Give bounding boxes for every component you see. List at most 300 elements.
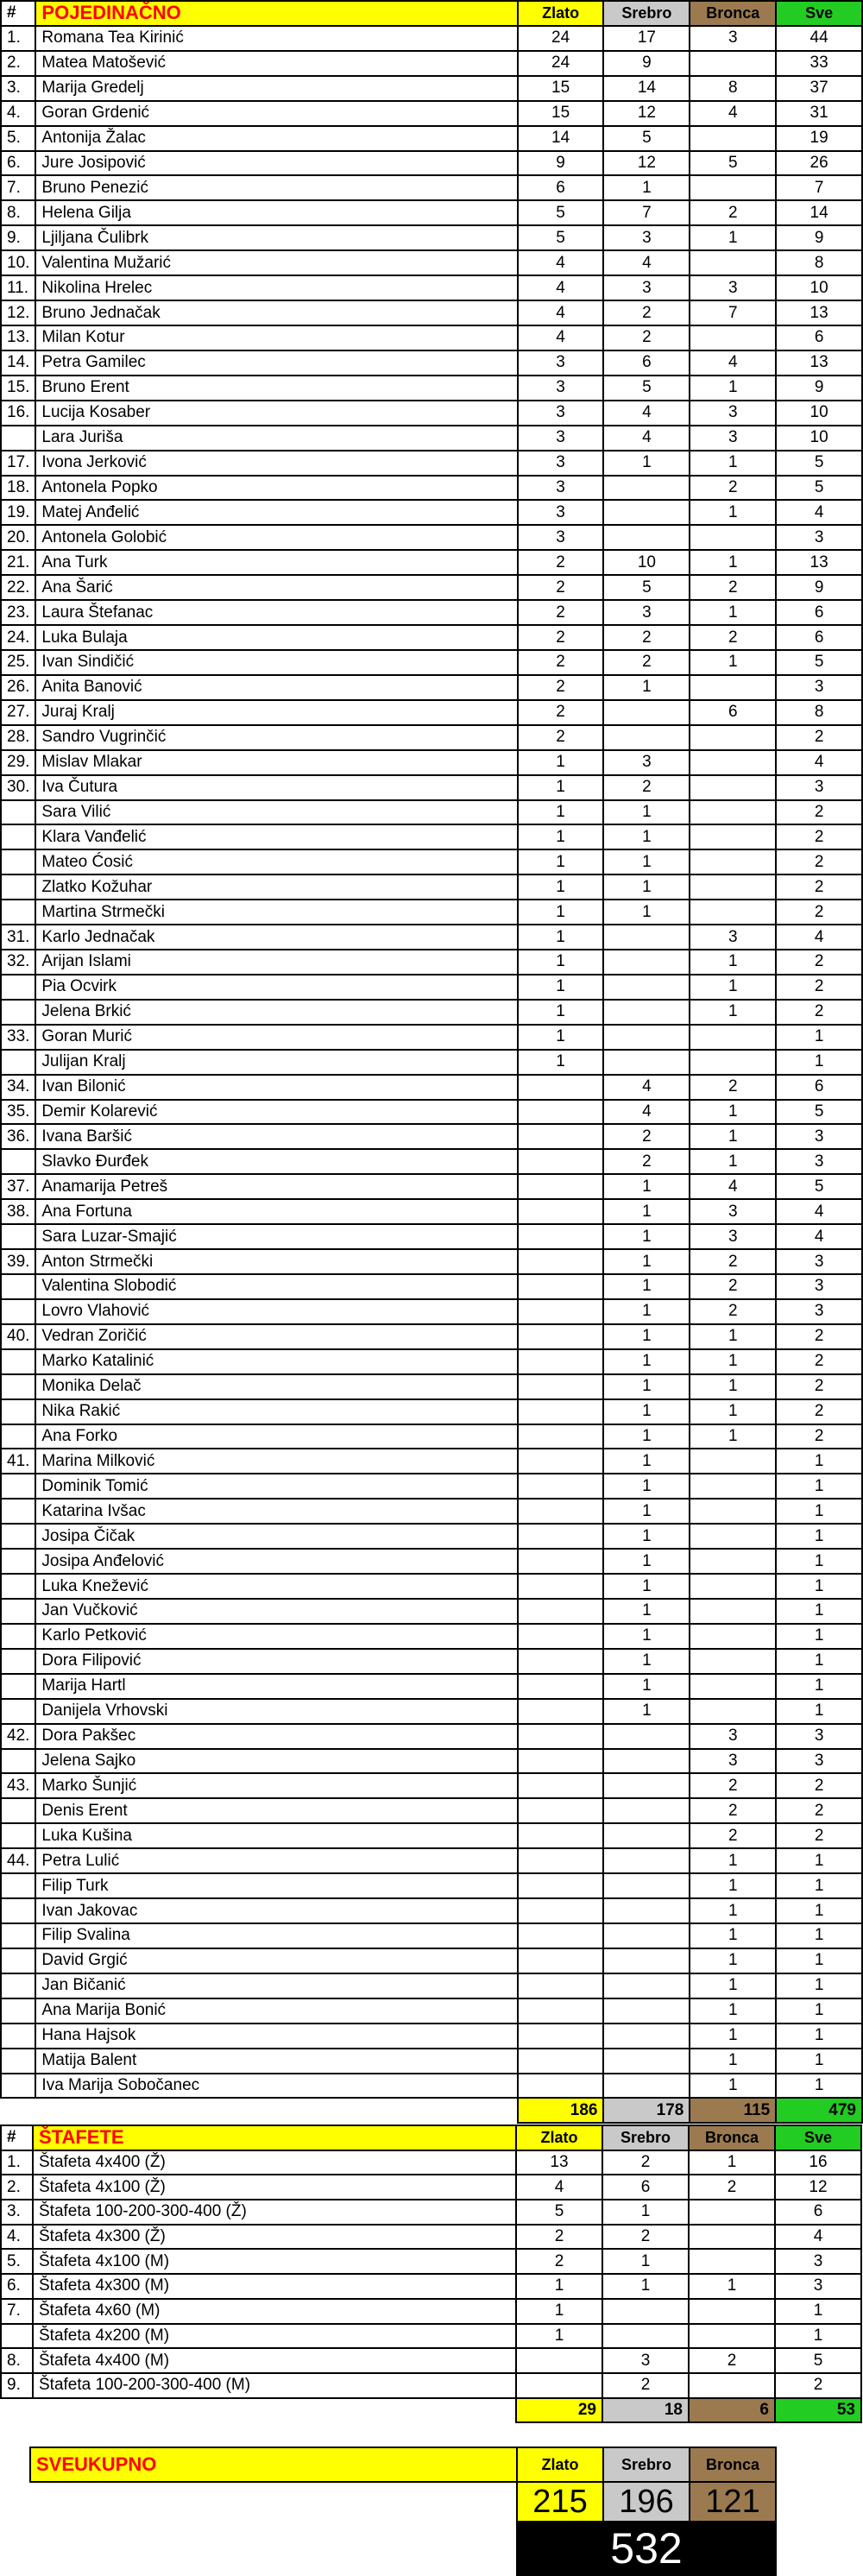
name-cell: Lovro Vlahović [35,1299,517,1324]
gold-cell [518,1499,604,1524]
total-cell: 2 [776,1399,862,1424]
gold-cell: 2 [518,700,604,725]
gold-cell: 5 [516,2200,602,2225]
gold-cell [518,1324,604,1349]
total-cell: 1 [776,1898,862,1923]
rank-cell: 9. [1,2373,33,2398]
bronze-cell: 4 [690,350,776,376]
bronze-cell: 2 [690,200,776,225]
table-row [1,1749,862,1774]
rank-cell [1,1923,35,1948]
table-row [1,725,862,750]
rank-cell: 43. [1,1773,35,1798]
overall-spacer [30,2482,517,2522]
name-cell: Štafeta 4x200 (M) [33,2324,516,2349]
overall-total-value: 532 [517,2522,776,2575]
gold-cell: 2 [516,2225,602,2250]
silver-cell: 2 [603,1124,690,1149]
bronze-cell: 1 [690,1923,776,1948]
bronze-cell [689,2225,775,2250]
rank-cell [1,2074,35,2099]
bronze-cell [690,1549,776,1574]
overall-bronze-value: 121 [690,2482,776,2522]
gold-cell: 9 [518,151,604,176]
table-row [1,275,862,300]
total-cell: 1 [776,1499,862,1524]
gold-cell [518,1549,604,1574]
rank-cell [1,2324,33,2349]
name-cell: Ivana Baršić [35,1124,517,1149]
gold-cell: 1 [518,800,604,825]
silver-cell [603,500,690,525]
total-cell: 6 [775,2200,861,2225]
table-row [1,376,862,401]
rank-cell: 2. [1,2175,33,2200]
bronze-cell: 1 [690,1873,776,1898]
bronze-cell: 2 [690,1823,776,1848]
name-cell: Iva Čutura [35,775,517,800]
bronze-cell: 1 [690,1998,776,2024]
name-cell: Denis Erent [35,1798,517,1823]
totals-spacer [1,2398,33,2423]
rank-cell [1,1749,35,1774]
silver-cell [602,2299,689,2324]
rank-cell: 44. [1,1848,35,1873]
silver-cell [602,2324,689,2349]
table-row [1,2074,862,2099]
bronze-cell [690,900,776,925]
name-cell: Štafeta 4x100 (Ž) [33,2175,516,2200]
rank-cell [1,1599,35,1624]
rank-cell: 6. [1,151,35,176]
gold-cell: 4 [518,325,604,350]
bronze-cell [690,675,776,700]
silver-cell: 1 [603,1174,690,1199]
gold-cell [518,1075,604,1100]
bronze-cell: 1 [690,451,776,476]
table-row [1,874,862,900]
total-cell: 10 [776,401,862,426]
name-cell: Lucija Kosaber [35,401,517,426]
rank-cell: 27. [1,700,35,725]
silver-cell: 6 [603,350,690,376]
total-cell: 2 [776,900,862,925]
bronze-cell: 1 [690,1000,776,1025]
gold-cell: 4 [516,2175,602,2200]
rank-cell: 30. [1,775,35,800]
name-cell: Pia Ocvirk [35,975,517,1000]
total-cell: 33 [776,51,862,76]
name-cell: Dominik Tomić [35,1474,517,1499]
table-row [1,775,862,800]
silver-total: 18 [602,2398,689,2423]
table-row [1,151,862,176]
name-cell: Petra Lulić [35,1848,517,1873]
overall-values-row [30,2482,776,2522]
bronze-cell [690,1499,776,1524]
rank-cell [1,1274,35,1299]
bronze-total: 115 [690,2098,776,2123]
name-cell: Bruno Jednačak [35,300,517,325]
table-row [1,2274,861,2299]
table-row [1,700,862,725]
silver-cell [603,1823,690,1848]
bronze-cell: 1 [690,376,776,401]
name-cell: Ana Fortuna [35,1199,517,1224]
gold-cell [518,1199,604,1224]
name-cell: Luka Knežević [35,1574,517,1599]
gold-cell: 2 [518,725,604,750]
gold-cell [518,1424,604,1449]
silver-cell: 1 [603,1249,690,1274]
name-cell: Milan Kotur [35,325,517,350]
gold-cell: 2 [518,575,604,600]
name-cell: Julijan Kralj [35,1050,517,1075]
name-cell: Mislav Mlakar [35,750,517,775]
bronze-cell: 8 [690,76,776,101]
rank-cell: 41. [1,1449,35,1474]
bronze-cell: 1 [690,2074,776,2099]
silver-cell: 1 [603,900,690,925]
silver-cell: 1 [603,1224,690,1249]
total-cell: 1 [776,1649,862,1674]
overall-header-row [30,2447,776,2482]
gold-cell: 1 [518,874,604,900]
bronze-cell [690,849,776,874]
silver-cell: 1 [603,1274,690,1299]
rank-cell: 19. [1,500,35,525]
silver-cell [603,1923,690,1948]
total-cell: 1 [776,1599,862,1624]
name-cell: Sara Vilić [35,800,517,825]
table-row [1,2175,861,2200]
silver-cell: 1 [603,849,690,874]
total-cell: 4 [776,750,862,775]
gold-cell [518,1449,604,1474]
total-cell: 2 [776,1798,862,1823]
total-cell: 2 [776,975,862,1000]
rank-cell [1,1050,35,1075]
table-row [1,225,862,250]
total-cell: 1 [776,1973,862,1998]
gold-cell: 3 [518,350,604,376]
table-row [1,525,862,550]
total-cell: 19 [776,126,862,151]
individual-header-row [1,1,862,26]
total-cell: 2 [775,2373,861,2398]
total-cell: 4 [776,1199,862,1224]
table-row [1,1349,862,1374]
rank-cell: 24. [1,625,35,650]
total-cell: 5 [776,1100,862,1125]
name-cell: Marko Šunjić [35,1773,517,1798]
name-cell: Monika Delač [35,1374,517,1399]
bronze-cell: 4 [690,101,776,126]
total-cell: 2 [776,849,862,874]
gold-total: 29 [516,2398,602,2423]
gold-cell [518,2049,604,2074]
bronze-cell [690,1474,776,1499]
silver-cell [603,1873,690,1898]
name-cell: Laura Štefanac [35,600,517,625]
bronze-cell [690,1674,776,1699]
bronze-cell: 2 [690,1274,776,1299]
total-cell: 8 [776,250,862,275]
rank-cell: 4. [1,101,35,126]
rank-cell: 3. [1,2200,33,2225]
bronze-cell: 2 [690,1249,776,1274]
gold-cell [518,1998,604,2024]
name-cell: Vedran Zoričić [35,1324,517,1349]
gold-cell: 1 [518,849,604,874]
rank-cell: 8. [1,200,35,225]
gold-cell [518,1524,604,1549]
name-cell: Ivan Jakovac [35,1898,517,1923]
rank-cell: 10. [1,250,35,275]
name-cell: Klara Vanđelić [35,824,517,849]
name-cell: Filip Svalina [35,1923,517,1948]
silver-header: Srebro [602,2125,689,2150]
rank-cell: 13. [1,325,35,350]
rank-cell: 23. [1,600,35,625]
gold-cell: 1 [518,975,604,1000]
total-cell: 3 [776,1299,862,1324]
total-cell: 5 [776,1174,862,1199]
bronze-cell [689,2249,775,2274]
total-cell: 1 [776,1025,862,1050]
total-cell: 5 [776,650,862,675]
rank-cell: 29. [1,750,35,775]
table-row [1,1174,862,1199]
name-cell: Nika Rakić [35,1399,517,1424]
gold-cell [518,1798,604,1823]
silver-cell [603,1948,690,1973]
rank-cell [1,1574,35,1599]
rank-cell: 39. [1,1249,35,1274]
rank-cell: 1. [1,26,35,51]
name-cell: Anamarija Petreš [35,1174,517,1199]
total-cell: 1 [776,2074,862,2099]
bronze-header: Bronca [689,2125,775,2150]
total-cell: 1 [776,1923,862,1948]
silver-cell: 1 [603,1374,690,1399]
table-row [1,1000,862,1025]
total-cell: 2 [776,874,862,900]
bronze-cell [690,1599,776,1624]
table-row [1,1274,862,1299]
bronze-cell: 2 [690,575,776,600]
gold-cell [518,1349,604,1374]
table-row [1,2373,861,2398]
total-cell: 3 [776,1724,862,1749]
bronze-cell: 1 [690,1898,776,1923]
table-row [1,925,862,950]
gold-cell: 3 [518,451,604,476]
silver-cell [603,925,690,950]
table-row [1,675,862,700]
total-cell: 3 [776,1124,862,1149]
table-row [1,2225,861,2250]
total-cell: 10 [776,275,862,300]
bronze-cell [690,126,776,151]
total-cell: 2 [776,1823,862,1848]
table-row [1,1149,862,1174]
gold-header: Zlato [518,1,604,26]
table-row [1,2324,861,2349]
table-row [1,1549,862,1574]
bronze-cell: 1 [689,2150,775,2175]
bronze-cell: 1 [690,1324,776,1349]
silver-cell: 17 [603,26,690,51]
gold-cell [518,1574,604,1599]
name-cell: Hana Hajsok [35,2024,517,2049]
rank-cell: 26. [1,675,35,700]
bronze-total: 6 [689,2398,775,2423]
bronze-cell: 2 [690,1773,776,1798]
total-cell: 1 [776,1699,862,1724]
name-cell: Antonija Žalac [35,126,517,151]
total-cell: 12 [775,2175,861,2200]
total-cell: 7 [776,175,862,200]
bronze-cell: 3 [690,426,776,451]
gold-cell [516,2348,602,2373]
rank-cell [1,900,35,925]
bronze-cell: 1 [690,2024,776,2049]
table-row [1,175,862,200]
table-row [1,824,862,849]
bronze-cell: 2 [690,625,776,650]
rank-cell [1,2024,35,2049]
rank-cell: 6. [1,2274,33,2299]
rank-cell: 4. [1,2225,33,2250]
table-row [1,2150,861,2175]
gold-cell [518,1724,604,1749]
bronze-cell: 1 [690,1374,776,1399]
total-cell: 6 [776,325,862,350]
table-row [1,1699,862,1724]
gold-cell [518,1100,604,1125]
total-cell: 1 [776,1549,862,1574]
rank-cell: 22. [1,575,35,600]
name-cell: Filip Turk [35,1873,517,1898]
gold-cell: 6 [518,175,604,200]
total-cell: 3 [776,675,862,700]
bronze-cell: 1 [690,1349,776,1374]
table-row [1,1249,862,1274]
total-cell: 44 [776,26,862,51]
total-cell: 1 [776,1998,862,2024]
silver-cell [603,2074,690,2099]
table-row [1,1649,862,1674]
rank-cell [1,1699,35,1724]
silver-cell: 1 [603,1499,690,1524]
gold-cell [518,2024,604,2049]
name-cell: Petra Gamilec [35,350,517,376]
rank-cell: 2. [1,51,35,76]
table-row [1,300,862,325]
bronze-cell [690,250,776,275]
silver-cell: 1 [603,874,690,900]
rank-cell [1,1499,35,1524]
name-cell: Juraj Kralj [35,700,517,725]
name-cell: Ljiljana Čulibrk [35,225,517,250]
total-cell: 2 [776,950,862,975]
silver-cell: 1 [603,175,690,200]
total-cell: 1 [776,2049,862,2074]
name-cell: Ivan Sindičić [35,650,517,675]
silver-cell: 3 [603,225,690,250]
total-cell: 1 [775,2299,861,2324]
table-row [1,126,862,151]
table-row [1,1599,862,1624]
gold-cell: 13 [516,2150,602,2175]
table-row [1,426,862,451]
total-cell: 3 [775,2249,861,2274]
table-row [1,2200,861,2225]
total-cell: 3 [775,2274,861,2299]
bronze-cell: 3 [690,1749,776,1774]
gold-cell [518,1299,604,1324]
silver-cell [603,725,690,750]
bronze-cell [690,1624,776,1649]
rank-cell [1,1823,35,1848]
silver-cell: 2 [603,775,690,800]
bronze-cell [690,1699,776,1724]
name-cell: Marija Gredelj [35,76,517,101]
name-cell: Dora Filipović [35,1649,517,1674]
gold-cell: 2 [518,600,604,625]
name-cell: Slavko Đurđek [35,1149,517,1174]
name-cell: Josipa Anđelović [35,1549,517,1574]
rank-cell [1,1374,35,1399]
name-cell: Luka Kušina [35,1823,517,1848]
bronze-cell: 1 [689,2274,775,2299]
silver-cell: 1 [602,2274,689,2299]
table-row [1,900,862,925]
silver-cell: 4 [603,401,690,426]
table-row [1,950,862,975]
gold-cell [516,2373,602,2398]
table-row [1,575,862,600]
gold-cell: 24 [518,51,604,76]
silver-cell: 2 [603,325,690,350]
name-cell: Štafeta 4x60 (M) [33,2299,516,2324]
gold-cell [518,1973,604,1998]
rank-cell: 16. [1,401,35,426]
total-cell: 9 [776,575,862,600]
name-cell: Ana Turk [35,550,517,575]
name-cell: Antonela Golobić [35,525,517,550]
gold-cell [518,1923,604,1948]
silver-cell: 6 [602,2175,689,2200]
total-cell: 3 [776,1274,862,1299]
total-cell: 2 [776,1000,862,1025]
silver-cell: 2 [603,1149,690,1174]
name-cell: Štafeta 100-200-300-400 (Ž) [33,2200,516,2225]
table-row [1,1100,862,1125]
bronze-header: Bronca [690,1,776,26]
name-cell: Štafeta 4x300 (Ž) [33,2225,516,2250]
gold-cell: 2 [518,625,604,650]
total-cell: 1 [776,1474,862,1499]
bronze-cell: 6 [690,700,776,725]
silver-cell [603,1000,690,1025]
silver-cell: 2 [602,2373,689,2398]
bronze-cell: 1 [690,1973,776,1998]
bronze-cell: 1 [690,1399,776,1424]
total-cell: 9 [776,376,862,401]
total-cell: 2 [776,1324,862,1349]
